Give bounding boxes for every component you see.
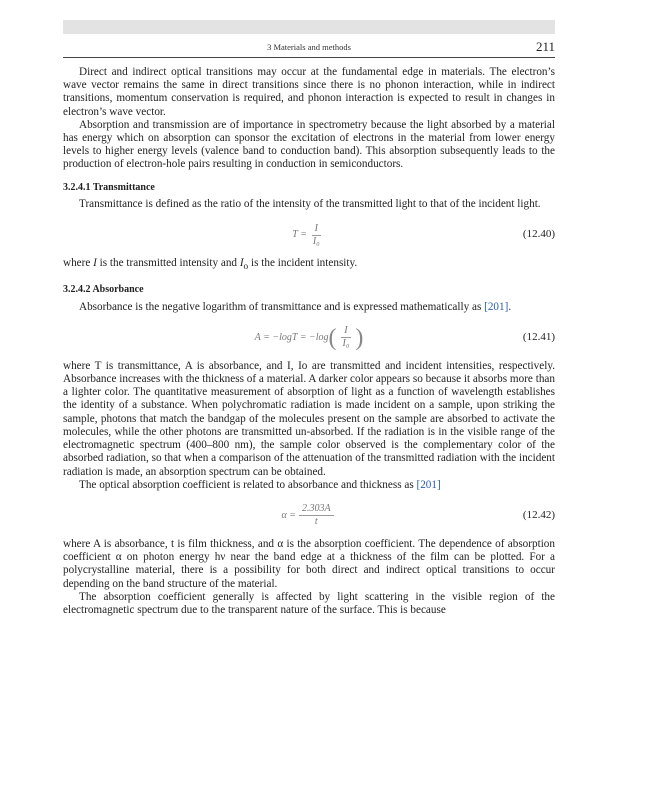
running-head — [63, 39, 555, 58]
page-body — [63, 66, 555, 617]
citation-link[interactable]: [201] — [416, 478, 441, 491]
equation-12-40 — [63, 216, 555, 254]
eq3-number: (12.42) — [522, 508, 555, 521]
eq1-numerator: I — [312, 223, 321, 236]
page-number: 211 — [535, 39, 555, 54]
equation-12-41: A = −logT = −log ( $\frac{I}{\text{I₀}}$ ) (12.41) — [254, 324, 555, 351]
paragraph-scattering: The absorption coefficient generally is affected by light scattering in the visible region of the electromagnetic spectrum due to the transparent nature of the surface. This is because — [63, 590, 555, 616]
chapter-title: 3 Materials and methods — [267, 42, 351, 52]
section-heading-absorbance: 3.2.4.2 Absorbance — [63, 284, 144, 296]
eq1-lhs: T = — [292, 229, 307, 241]
section-heading-transmittance: 3.2.4.1 Transmittance — [63, 181, 155, 193]
eq2-denominator: I₀ — [342, 338, 350, 350]
equation-12-42 — [63, 497, 555, 535]
paragraph-transmittance-def: Transmittance is defined as the ratio of the intensity of the transmitted light to that of the incident light. — [79, 197, 541, 210]
paragraph-where-intensity: where I is the transmitted intensity and $I_o$ is the incident intensity. — [63, 257, 358, 273]
paragraph-absorption-transmission: Absorption and transmission are of importance in spectrometry because the light absorbed by a material has energy which on absorption can sponsor the excitation of electrons in the material from lower energy levels to higher energy levels (valence band to conduction band). This absorption subsequently leads to the production of electron-hole pairs resulting in conduction in semiconductors. — [63, 118, 555, 171]
paragraph-absorbance-explanation: where T is transmittance, A is absorbance, and I, Io are transmitted and incident intensities, respectively. Absorbance increases with the thickness of a material. A darker color appears so because it absorbs more than a lighter color. The quantitative measurement of absorption of light as a function of wavelength establishes the identity of a substance. When polychromatic radiation is made incident on a sample, upon striking the sample, photons that match the bandgap of the molecules present on the sample are absorbed to activate the molecules, while the other photons are transmitted un-absorbed. If the radiation is in the visible range of the electromagnetic spectrum (400–800 nm), the sample color observed is the complementary color of the absorbed radiation, so that when a comparison of the attenuation of the transmitted radiation with the incident radiation is made, an absorption spectrum can be obtained. — [63, 359, 555, 478]
eq3-numerator: 2.303A — [299, 503, 334, 516]
eq3-lhs: α = — [281, 510, 296, 522]
paragraph-direct-indirect: Direct and indirect optical transitions may occur at the fundamental edge in materials. The electron’s wave vector remains the same in direct transitions since there is no phonon interaction, while in indirect transitions, momentum conservation is required, and phonon interaction is expected to result in changes in electron’s wave vector. — [63, 66, 555, 118]
eq1-number: (12.40) — [522, 228, 555, 241]
paragraph-absorption-coefficient: The optical absorption coefficient is related to absorbance and thickness as [201] — [79, 478, 441, 491]
paragraph-alpha-dependence: where A is absorbance, t is film thickness, and α is the absorption coefficient. The dependence of absorption coefficient α on photon energy hν near the band edge at a thickness of the film can be plotted. For a polycrystalline material, there is a possibility for both direct and indirect optical transitions to occur depending on the band structure of the material. — [63, 537, 555, 590]
citation-link[interactable]: [201] — [484, 300, 509, 313]
eq3-denominator: t — [314, 516, 318, 528]
eq1-denominator: I₀ — [312, 235, 320, 247]
header-shade-bar — [63, 20, 555, 34]
eq2-lhs: A = −logT = −log — [254, 332, 329, 344]
eq2-number: (12.41) — [522, 330, 555, 343]
paragraph-absorbance-def: Absorbance is the negative logarithm of transmittance and is expressed mathematically as [201]. — [79, 300, 512, 313]
eq2-numerator: I — [341, 325, 350, 338]
